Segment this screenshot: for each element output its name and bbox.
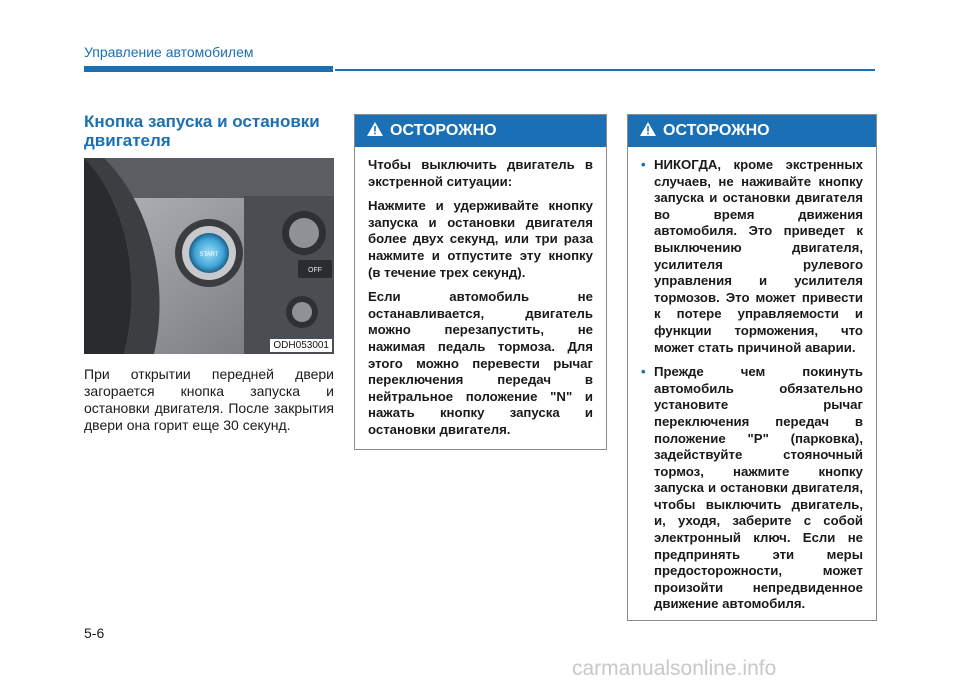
warning-paragraph: Нажмите и удерживайте кнопку запуска и остановки двигателя более двух секунд, или три раза нажмите и отпустите эту кнопку (в течение трех секунд). (368, 198, 593, 280)
heading-line-2: двигателя (84, 131, 171, 150)
bullet-dot-icon: • (641, 157, 646, 172)
warning-triangle-icon (367, 122, 383, 141)
warning-header (355, 115, 606, 147)
header-rule-thick (84, 66, 333, 72)
warning-triangle-icon (640, 122, 656, 141)
warning-paragraph: Если автомобиль не останавливается, двигатель можно перезапустить, не нажимая педаль тормоза. Для этого можно перевести рычаг переключения передач в нейтральное положение "N" и нажать кнопку запуска и остановки двигателя. (368, 289, 593, 437)
warning-box-1 (354, 114, 607, 450)
warning-header (628, 115, 876, 147)
image-code: ODH053001 (270, 339, 332, 352)
page-number: 5-6 (84, 625, 105, 641)
dashboard-illustration (84, 158, 334, 354)
warning-body (628, 147, 876, 613)
list-item (641, 364, 863, 613)
header-rule-thin (335, 69, 875, 71)
warning-title: ОСТОРОЖНО (390, 122, 497, 139)
warning-bullet-list (641, 157, 863, 613)
start-stop-button-photo (84, 158, 334, 354)
warning-box-2 (627, 114, 877, 621)
body-paragraph: При открытии передней двери загорается кнопка запуска и остановки двигателя. После закрытия двери она горит еще 30 секунд. (84, 366, 334, 433)
list-item-text: НИКОГДА, кроме экстренных случаев, не наживайте кнопку запуска и остановки двигателя во время движения автомобиля. Это приведет к выключению двигателя, усилителя рулевого управления и усилителя тормозов. Это может привести к потере управляемости и функции торможения, что может стать причиной аварии. (654, 157, 863, 355)
svg-text:START: START (199, 252, 219, 258)
off-button-label: OFF (308, 267, 322, 274)
list-item (641, 157, 863, 356)
watermark: carmanualsonline.info (572, 657, 777, 680)
warning-paragraph: Чтобы выключить двигатель в экстренной ситуации: (368, 157, 593, 189)
bullet-dot-icon: • (641, 364, 646, 380)
warning-title: ОСТОРОЖНО (663, 122, 770, 139)
section-title: Управление автомобилем (84, 44, 254, 60)
heading-line-1: Кнопка запуска и остановки (84, 112, 320, 131)
page-heading (84, 112, 334, 150)
warning-body (355, 147, 606, 439)
list-item-text: Прежде чем покинуть автомобиль обязательно установите рычаг переключения передач в положение "P" (парковка), задействуйте стояночный тормоз, нажмите кнопку запуска и остановки двигателя, чтобы выключить двигатель, и, уходя, заберите с собой электронный ключ. Если не предпринять эти меры предосторожности, может произойти непредвиденное движение автомобиля. (654, 364, 863, 612)
